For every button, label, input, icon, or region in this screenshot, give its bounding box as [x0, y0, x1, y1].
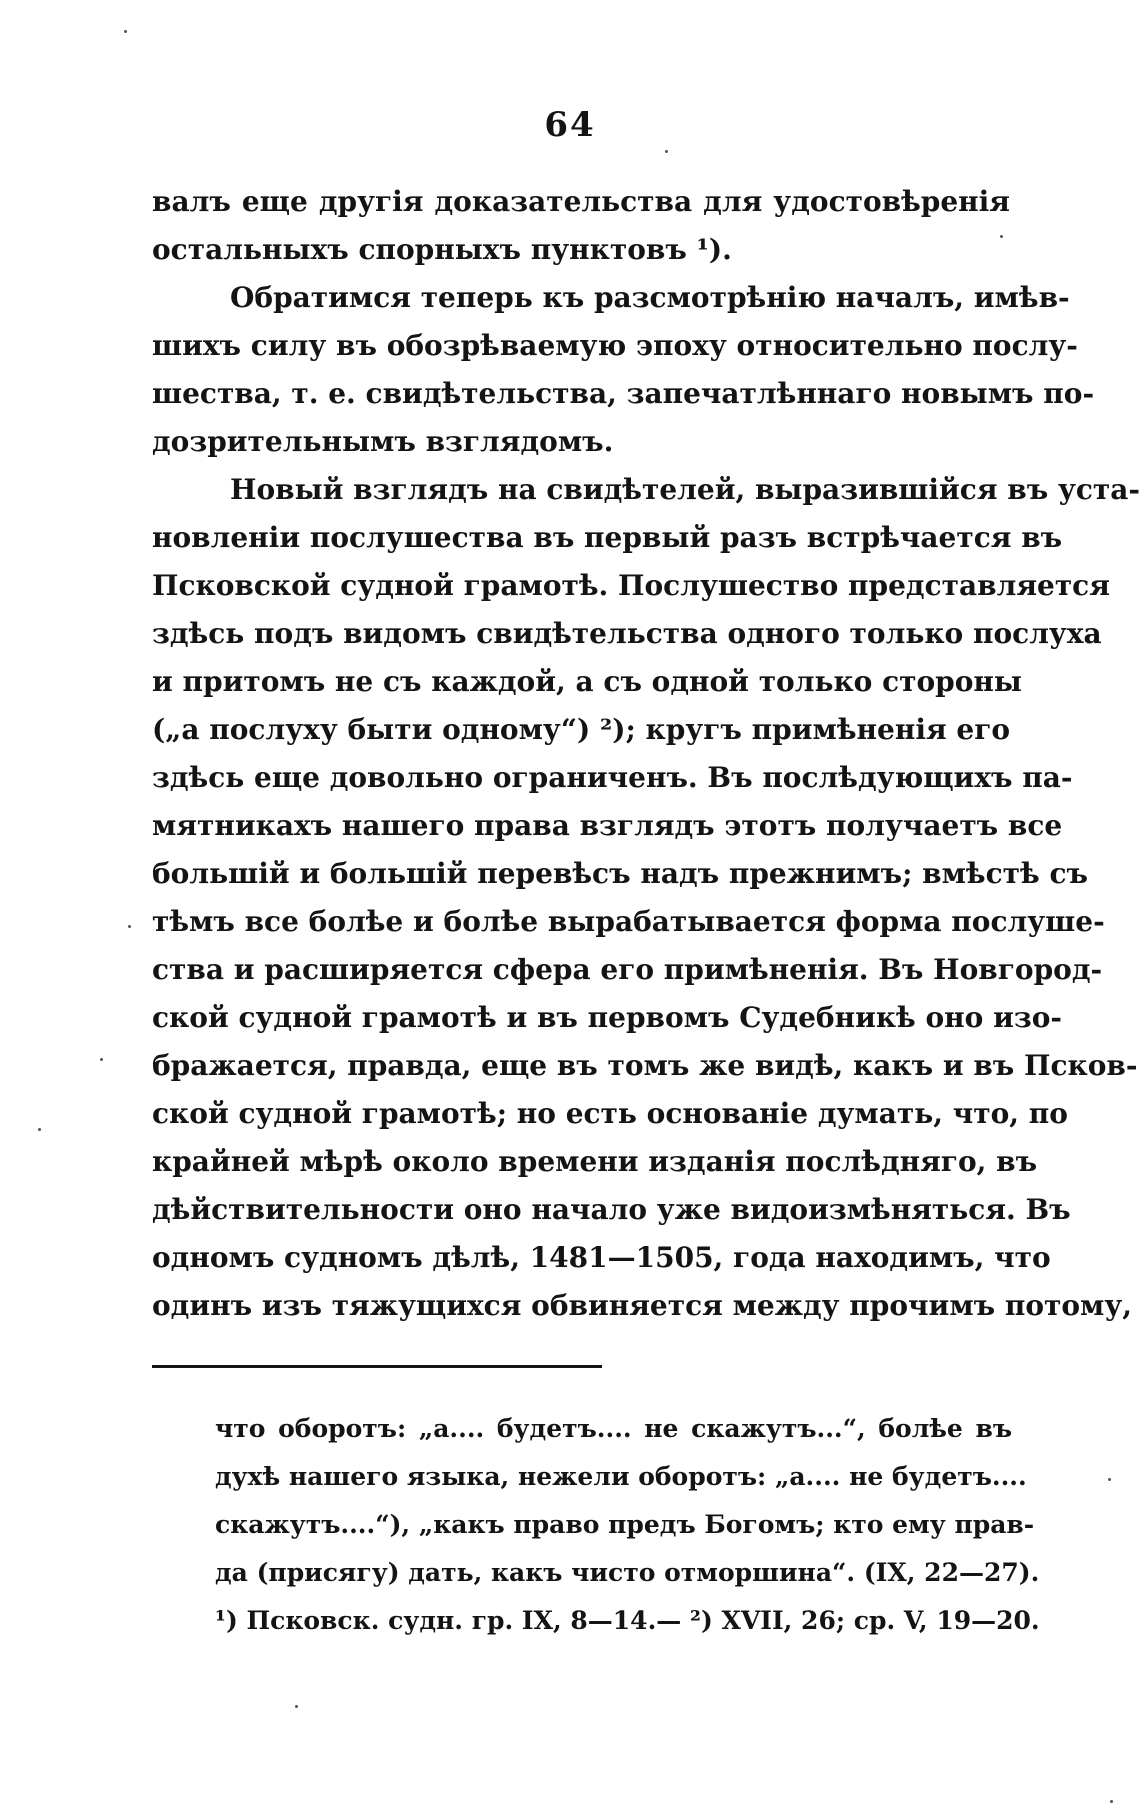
scan-speck [124, 30, 127, 33]
text-line: дѣйствительности оно начало уже видоизмѣняться. Въ [152, 1193, 1071, 1226]
text-line: здѣсь подъ видомъ свидѣтельства одного только послуха [152, 617, 1102, 650]
scan-speck [665, 150, 668, 153]
scan-speck [295, 1705, 298, 1708]
text-line: тѣмъ все болѣе и болѣе вырабатывается форма послуше- [152, 905, 1105, 938]
footnote-line: духѣ нашего языка, нежели оборотъ: „а.... не будетъ.... [215, 1462, 1027, 1491]
footnote-divider [152, 1365, 602, 1368]
text-line: („а послуху быти одному“) ²); кругъ примѣненія его [152, 713, 1011, 746]
text-line: здѣсь еще довольно ограниченъ. Въ послѣдующихъ па- [152, 761, 1073, 794]
text-line: ской судной грамотѣ и въ первомъ Судебникѣ оно изо- [152, 1001, 1063, 1034]
text-line: шихъ силу въ обозрѣваемую эпоху относительно послу- [152, 329, 1078, 362]
text-line: мятникахъ нашего права взглядъ этотъ получаетъ все [152, 809, 1063, 842]
footnotes [215, 1405, 1040, 1645]
text-line: одинъ изъ тяжущихся обвиняется между прочимъ потому, [152, 1289, 1133, 1322]
footnote-line: ¹) Псковск. судн. гр. IX, 8—14.— ²) XVII, 26; ср. V, 19—20. [215, 1606, 1040, 1635]
footnote-line: скажутъ....“), „какъ право предъ Богомъ; кто ему прав- [215, 1510, 1035, 1539]
scan-speck [100, 1058, 103, 1061]
scan-speck [128, 925, 131, 928]
text-line: Псковской судной грамотѣ. Послушество представляется [152, 569, 1110, 602]
text-line: ской судной грамотѣ; но есть основаніе думать, что, по [152, 1097, 1068, 1130]
scan-speck [1000, 235, 1003, 238]
text-line: дозрительнымъ взглядомъ. [152, 425, 614, 458]
text-line: и притомъ не съ каждой, а съ одной только стороны [152, 665, 1022, 698]
text-line: большій и большій перевѣсъ надъ прежнимъ; вмѣстѣ съ [152, 857, 1088, 890]
body-text [152, 178, 1140, 1330]
text-line: новленіи послушества въ первый разъ встрѣчается въ [152, 521, 1063, 554]
text-line: бражается, правда, еще въ томъ же видѣ, какъ и въ Псков- [152, 1049, 1138, 1082]
footnote-line: что оборотъ: „а.... будетъ.... не скажутъ...“, болѣе въ [215, 1414, 1012, 1443]
text-line: Обратимся теперь къ разсмотрѣнію началъ, имѣв- [230, 281, 1070, 314]
text-line: остальныхъ спорныхъ пунктовъ ¹). [152, 233, 732, 266]
scan-speck [38, 1128, 41, 1131]
scan-speck [1110, 1800, 1113, 1803]
text-line: Новый взглядъ на свидѣтелей, выразившійся въ уста- [230, 473, 1140, 506]
text-line: ства и расширяется сфера его примѣненія. Въ Новгород- [152, 953, 1103, 986]
text-line: валъ еще другія доказательства для удостовѣренія [152, 185, 1010, 218]
text-line: шества, т. е. свидѣтельства, запечатлѣннаго новымъ по- [152, 377, 1095, 410]
text-line: одномъ судномъ дѣлѣ, 1481—1505, года находимъ, что [152, 1241, 1051, 1274]
page-number: 64 [544, 105, 596, 145]
scan-speck [1108, 1478, 1111, 1481]
text-line: крайней мѣрѣ около времени изданія послѣдняго, въ [152, 1145, 1038, 1178]
footnote-line: да (присягу) дать, какъ чисто отморшина“. (IX, 22—27). [215, 1558, 1040, 1587]
